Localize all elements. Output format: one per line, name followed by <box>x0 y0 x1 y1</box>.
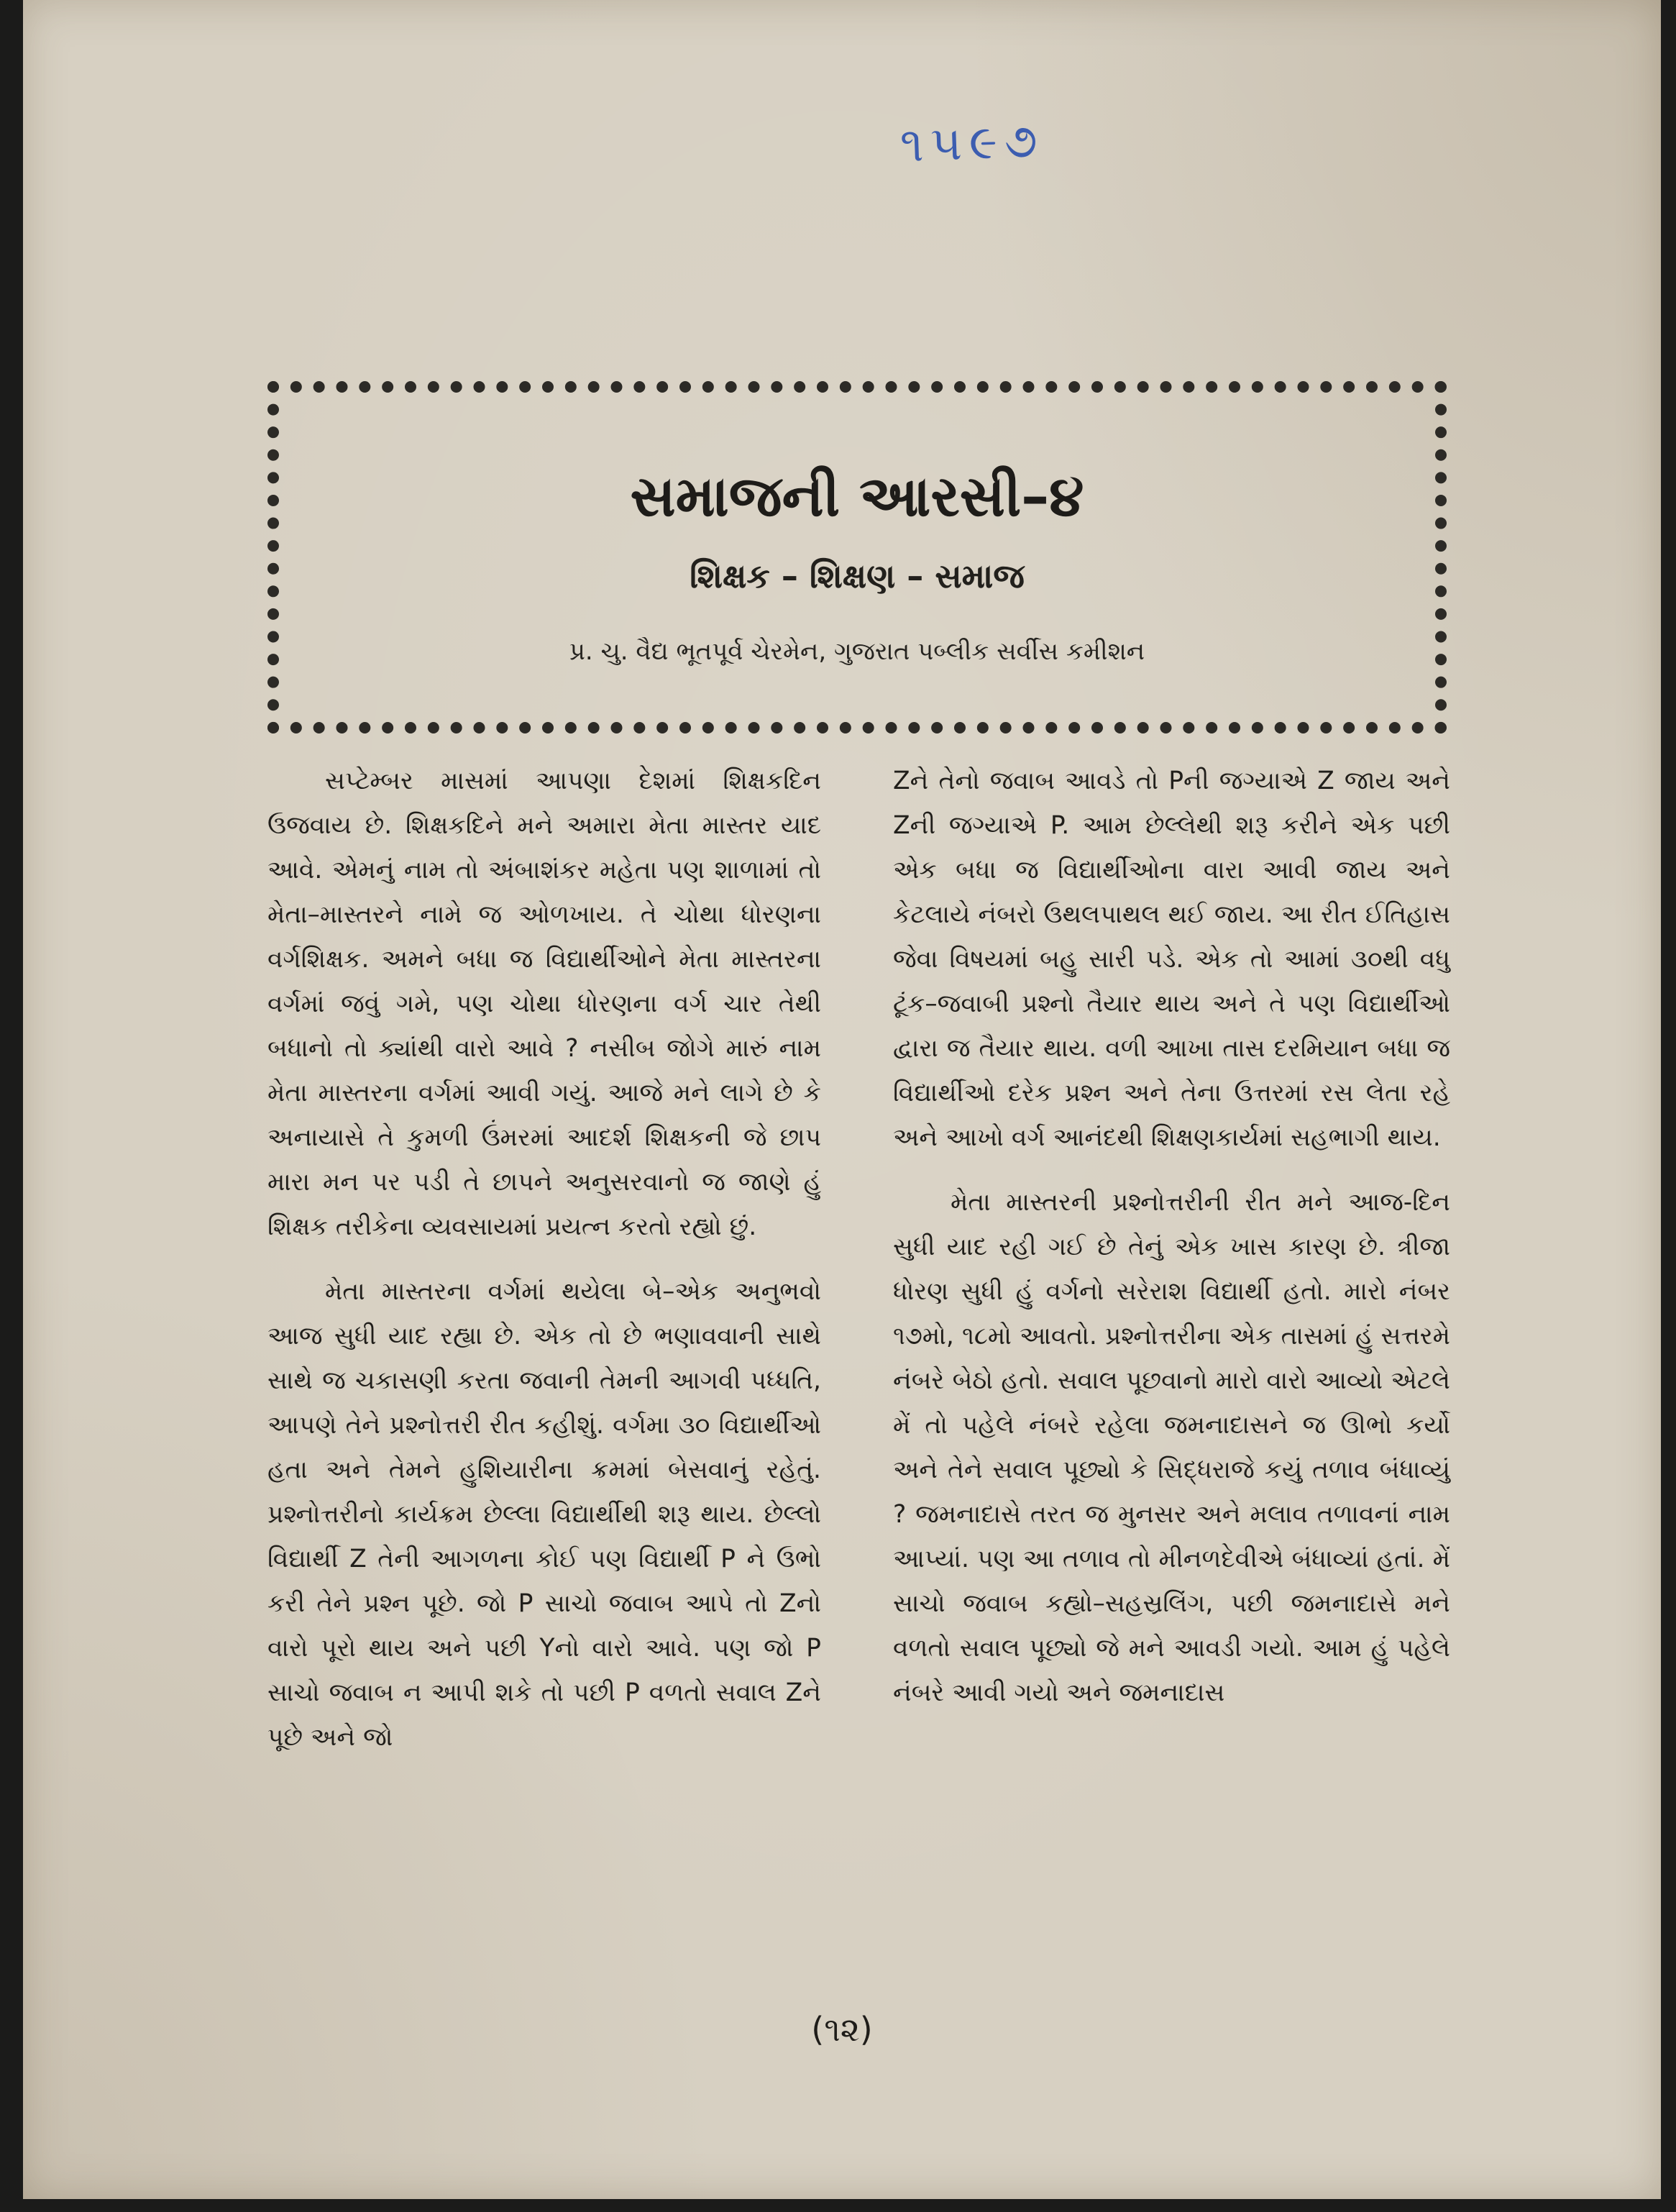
right-column <box>893 759 1450 1715</box>
author-byline: પ્ર. ચુ. વૈદ્ય ભૂતપૂર્વ ચેરમેન, ગુજરાત પબ્લીક સર્વીસ કમીશન <box>569 637 1145 666</box>
article-title: સમાજની આરસી–૪ <box>630 465 1084 529</box>
paragraph: મેતા માસ્તરની પ્રશ્નોત્તરીની રીત મને આજ-દિન સુધી યાદ રહી ગઈ છે તેનું એક ખાસ કારણ છે. ત્રીજા ધોરણ સુધી હું વર્ગનો સરેરાશ વિદ્યાર્થી હતો. મારો નંબર ૧૭મો, ૧૮મો આવતો. પ્રશ્નોત્તરીના એક તાસમાં હું સત્તરમે નંબરે બેઠો હતો. સવાલ પૂછવાનો મારો વારો આવ્યો એટલે મેં તો પહેલે નંબરે રહેલા જમનાદાસને જ ઊભો કર્યો અને તેને સવાલ પૂછ્યો કે સિદ્ધરાજે કયું તળાવ બંધાવ્યું ? જમનાદાસે તરત જ મુનસર અને મલાવ તળાવનાં નામ આપ્યાં. પણ આ તળાવ તો મીનળદેવીએ બંધાવ્યાં હતાં. મેં સાચો જવાબ કહ્યો–સહસ્રલિંગ, પછી જમનાદાસે મને વળતો સવાલ પૂછ્યો જે મને આવડી ગયો. આમ હું પહેલે નંબરે આવી ગયો અને જમનાદાસ <box>893 1188 1450 1707</box>
handwritten-number: ૧૫૯૭ <box>899 112 1045 173</box>
page-number: (૧૨) <box>811 2010 873 2049</box>
paragraph: Zને તેનો જવાબ આવડે તો Pની જગ્યાએ Z જાય અને Zની જગ્યાએ P. આમ છેલ્લેથી શરૂ કરીને એક પછી એક બધા જ વિદ્યાર્થીઓના વારા આવી જાય અને કેટલાયે નંબરો ઉથલપાથલ થઈ જાય. આ રીત ઈતિહાસ જેવા વિષયમાં બહુ સારી પડે. એક તો આમાં ૩૦થી વધુ ટૂંક–જવાબી પ્રશ્નો તૈયાર થાય અને તે પણ વિદ્યાર્થીઓ દ્વારા જ તૈયાર થાય. વળી આખા તાસ દરમિયાન બધા જ વિદ્યાર્થીઓ દરેક પ્રશ્ન અને તેના ઉત્તરમાં રસ લેતા રહે અને આખો વર્ગ આનંદથી શિક્ષણકાર્યમાં સહભાગી થાય. <box>893 767 1450 1152</box>
paragraph: મેતા માસ્તરના વર્ગમાં થયેલા બે–એક અનુભવો આજ સુધી યાદ રહ્યા છે. એક તો છે ભણાવવાની સાથે સાથે જ ચકાસણી કરતા જવાની તેમની આગવી પધ્ધતિ, આપણે તેને પ્રશ્નોત્તરી રીત કહીશું. વર્ગમા ૩૦ વિદ્યાર્થીઓ હતા અને તેમને હુશિયારીના ક્રમમાં બેસવાનું રહેતું. પ્રશ્નોત્તરીનો કાર્યક્રમ છેલ્લા વિદ્યાર્થીથી શરૂ થાય. છેલ્લો વિદ્યાર્થી Z તેની આગળના કોઈ પણ વિદ્યાર્થી P ને ઉભો કરી તેને પ્રશ્ન પૂછે. જો P સાચો જવાબ આપે તો Zનો વારો પૂરો થાય અને પછી Yનો વારો આવે. પણ જો P સાચો જવાબ ન આપી શકે તો પછી P વળતો સવાલ Zને પૂછે અને જો <box>267 1277 821 1752</box>
left-column <box>267 759 821 1760</box>
paragraph: સપ્ટેમ્બર માસમાં આપણા દેશમાં શિક્ષકદિન ઉજવાય છે. શિક્ષકદિને મને અમારા મેતા માસ્તર યાદ આવે. એમનું નામ તો અંબાશંકર મહેતા પણ શાળામાં તો મેતા–માસ્તરને નામે જ ઓળખાય. તે ચોથા ધોરણના વર્ગશિક્ષક. અમને બધા જ વિદ્યાર્થીઓને મેતા માસ્તરના વર્ગમાં જવું ગમે, પણ ચોથા ધોરણના વર્ગ ચાર તેથી બધાનો તો ક્યાંથી વારો આવે ? નસીબ જોગે મારું નામ મેતા માસ્તરના વર્ગમાં આવી ગયું. આજે મને લાગે છે કે અનાયાસે તે કુમળી ઉંમરમાં આદર્શ શિક્ષકની જે છાપ મારા મન પર પડી તે છાપને અનુસરવાનો જ જાણે હું શિક્ષક તરીકેના વ્યવસાયમાં પ્રયત્ન કરતો રહ્યો છું. <box>267 767 821 1241</box>
title-box <box>267 381 1447 733</box>
paper-sheet <box>23 0 1661 2199</box>
article-subtitle: શિક્ષક – શિક્ષણ – સમાજ <box>690 557 1025 595</box>
